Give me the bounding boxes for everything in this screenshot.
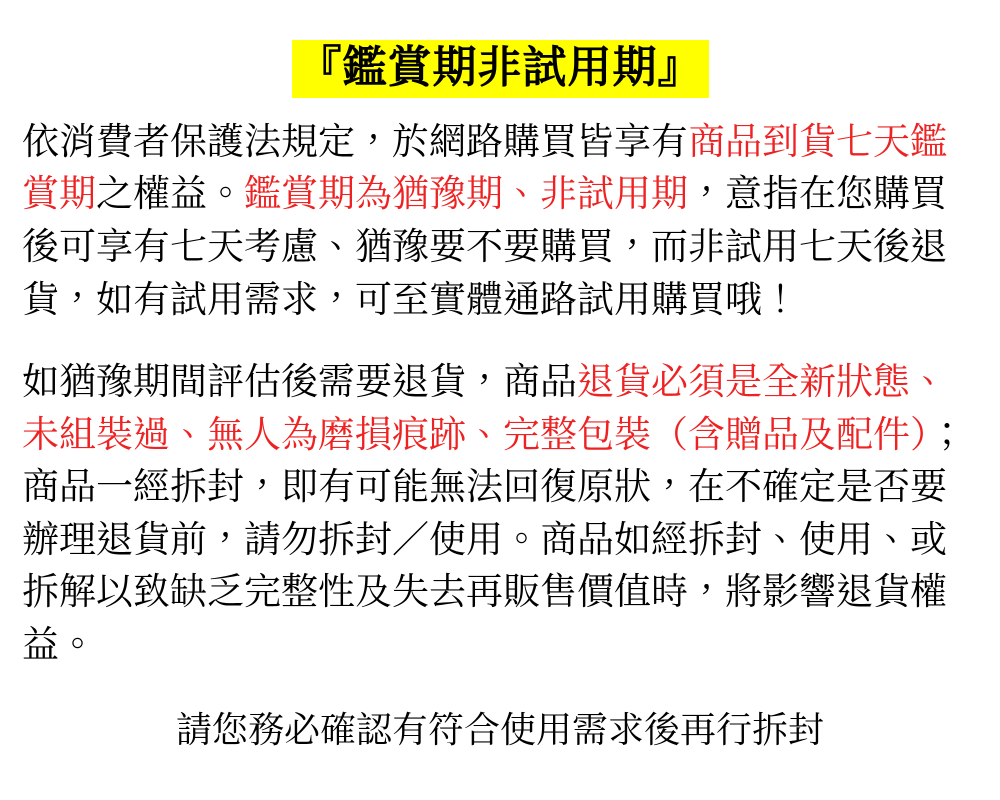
p1-highlight-not-trial: 鑑賞期為猶豫期、非試用期	[244, 173, 688, 215]
p1-segment-5: ，意指在您購買後可享有七天考慮、猶豫要不要購買，而非試用七天後退貨，如有試用需求，可至實體通路試用購買哦！	[22, 173, 947, 320]
bottom-spacer	[22, 756, 978, 790]
p2-highlight-brand-new-condition: 退貨必須是全新狀態、未組裝過、無人為磨損痕跡、完整包裝（含贈品及配件）	[22, 361, 947, 455]
p1-highlight-seven-day: 商品到貨七天鑑賞期	[22, 120, 947, 215]
p1-segment-1: 依消費者保護法規定，於網路購買皆享有	[22, 120, 688, 162]
p2-segment-3: ；商品一經拆封，即有可能無法回復原狀，在不確定是否要辦理退貨前，請勿拆封／使用。商品如經拆封、使用、或拆解以致缺乏完整性及失去再販售價值時，將影響退貨權益。	[22, 413, 966, 665]
title-row	[22, 40, 978, 98]
p2-segment-1: 如猶豫期間評估後需要退貨，商品	[22, 361, 577, 403]
paragraph-rescission-period	[22, 116, 978, 326]
paragraph-return-conditions	[22, 356, 978, 671]
page-title: 『鑑賞期非試用期』	[292, 40, 709, 98]
p1-segment-3: 之權益。	[96, 173, 244, 215]
footer-reminder: 請您務必確認有符合使用需求後再行拆封	[175, 709, 824, 751]
